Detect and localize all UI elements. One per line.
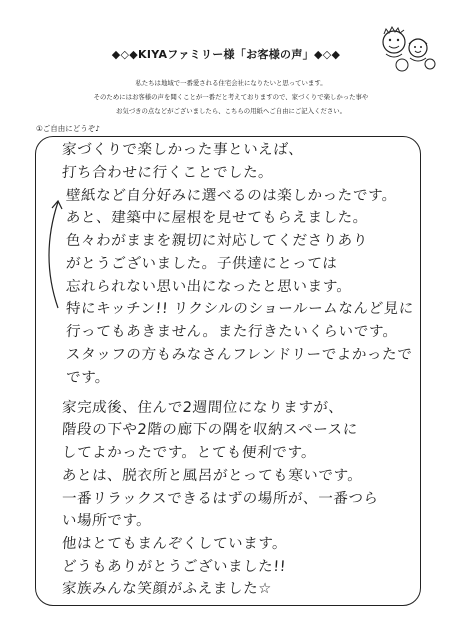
handwritten-arrow-icon xyxy=(36,196,66,316)
letter-line: あとは、脱衣所と風呂がとっても寒いです。 xyxy=(61,468,364,484)
letter-line: スタッフの方もみなさんフレンドリーでよかったで xyxy=(65,347,413,363)
letter-line: 他はとてもまんぞくしています。 xyxy=(61,536,288,552)
free-comment-prompt: ①ご自由にどうぞ♪ xyxy=(36,124,101,133)
letter-line: 家づくりで楽しかった事といえば、 xyxy=(61,142,305,158)
letter-line: い場所です。 xyxy=(61,513,152,529)
letter-line: 行ってもあきません。また行きたいくらいです。 xyxy=(65,324,399,340)
letter-line: あと、建築中に屋根を見せてもらえました。 xyxy=(65,210,369,226)
letter-line: 家族みんな笑顔がふえました☆ xyxy=(61,581,273,597)
intro-line-2: そのためにはお客様の声を聞くことが一番だと考えておりますので、家づくりで楽しかった事や xyxy=(93,93,369,101)
letter-line: 打ち合わせに行くことでした。 xyxy=(61,165,274,181)
letter-line: 壁紙など自分好みに選べるのは楽しかったです。 xyxy=(65,188,398,204)
intro-text xyxy=(40,76,422,118)
letter-line: 一番リラックスできるはずの場所が、一番つら xyxy=(61,491,380,507)
family-logo-icon xyxy=(372,20,438,76)
letter-line: 忘れられない思い出になったと思います。 xyxy=(65,279,353,295)
intro-line-3: お気づきの点などがございましたら、こちらの用紙へご自由にご記入ください。 xyxy=(115,107,347,115)
letter-line: です。 xyxy=(65,370,111,386)
letter-line: がとうございました。子供達にとっては xyxy=(65,256,338,272)
letter-line: 特にキッチン!! リクシルのショールームなんど見に xyxy=(65,301,415,317)
letter-line: 階段の下や2階の廊下の隅を収納スペースに xyxy=(61,422,359,438)
page-header-title: ◆◇◆KIYAファミリー様「お客様の声」◆◇◆ xyxy=(111,48,341,61)
letter-line: どうもありがとうございました!! xyxy=(61,559,287,575)
letter-line: 家完成後、住んで2週間位になりますが、 xyxy=(61,400,345,416)
letter-line: してよかったです。とても便利です。 xyxy=(61,445,317,461)
letter-line: 色々わがままを親切に対応してくださりあり xyxy=(65,233,369,249)
intro-line-1: 私たちは地域で一番愛される住宅会社になりたいと思っています。 xyxy=(135,79,327,87)
